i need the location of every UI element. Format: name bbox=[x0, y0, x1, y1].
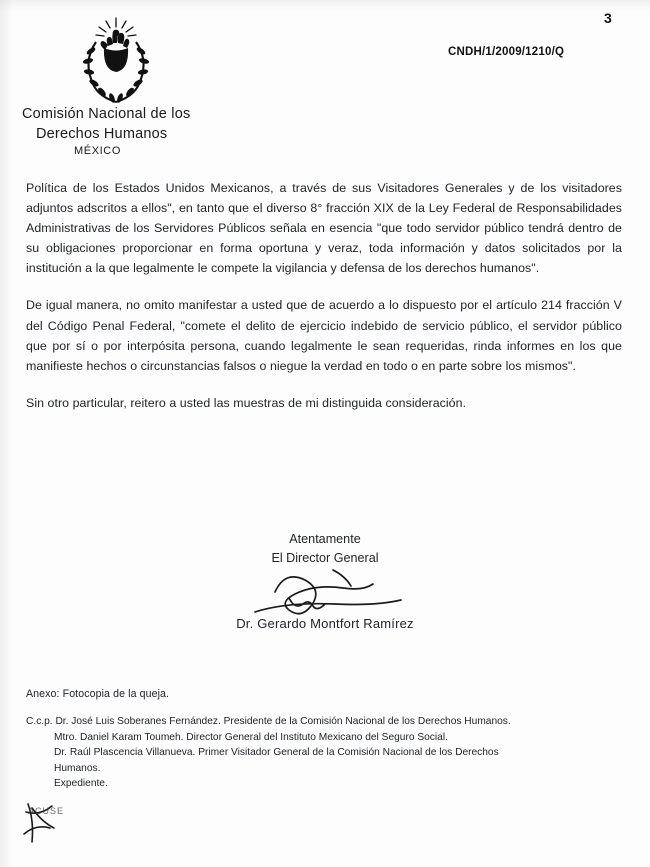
ccp-block bbox=[26, 714, 622, 792]
ccp-item-2-continued: Humanos. bbox=[54, 762, 101, 774]
paragraph-1: Política de los Estados Unidos Mexicanos, a través de sus Visitadores Generales y de los visitadores adjuntos adscritos a ellos", en tanto que el diverso 8° fracción XIX de la Ley Federal de Responsabilidades Administrativas de los Servidores Públicos señala en esencia "que todo servidor público tendrá dentro de su obligaciones proporcionar en forma oportuna y veraz, toda información y datos solicitados por la institución a la que legalmente le compete la vigilancia y defensa de los derechos humanos". bbox=[26, 181, 622, 276]
organization-line-1: Comisión Nacional de los bbox=[22, 106, 191, 122]
ccp-item-1: Mtro. Daniel Karam Toumeh. Director General del Instituto Mexicano del Seguro Social. bbox=[54, 731, 448, 743]
cndh-eagle-hand-emblem bbox=[52, 16, 180, 108]
document-body bbox=[26, 178, 622, 413]
document-footer bbox=[26, 688, 622, 792]
paragraph-2: De igual manera, no omito manifestar a usted que de acuerdo a lo dispuesto por el artículo 214 fracción V del Código Penal Federal, "comete el delito de ejercicio indebido de servicio público, el servidor público que por sí o por interpósita persona, cuando legalmente le sean requeridas, rinda informes en los que manifieste hechos o circunstancias falsos o niegue la verdad en todo o en parte sobre los mismos". bbox=[26, 298, 622, 373]
closing-title: El Director General bbox=[271, 550, 379, 565]
paragraph-3: Sin otro particular, reitero a usted las muestras de mi distinguida consideración. bbox=[26, 395, 467, 410]
signature-area bbox=[0, 568, 650, 634]
scan-edge-shadow-top bbox=[0, 0, 650, 10]
organization-name-block bbox=[22, 104, 282, 159]
organization-line-2: Derechos Humanos bbox=[36, 126, 168, 142]
closing-block bbox=[0, 530, 650, 634]
page-number: 3 bbox=[604, 10, 612, 26]
closing-salutation: Atentamente bbox=[289, 532, 361, 546]
signer-name: Dr. Gerardo Montfort Ramírez bbox=[236, 615, 414, 631]
organization-country: MÉXICO bbox=[74, 145, 121, 157]
stamp-label: ACUSE bbox=[28, 806, 65, 816]
ccp-item-expediente: Expediente. bbox=[54, 778, 108, 789]
file-reference: CNDH/1/2009/1210/Q bbox=[448, 46, 565, 58]
scan-edge-shadow-left bbox=[0, 0, 14, 867]
annex-note: Anexo: Fotocopia de la queja. bbox=[26, 688, 170, 700]
ccp-item-2: Dr. Raúl Plascencia Villanueva. Primer Visitador General de la Comisión Nacional de los Derechos bbox=[54, 747, 499, 758]
ccp-label: C.c.p. Dr. José Luis Soberanes Fernández. Presidente de la Comisión Nacional de los Derechos Humanos. bbox=[26, 716, 511, 727]
